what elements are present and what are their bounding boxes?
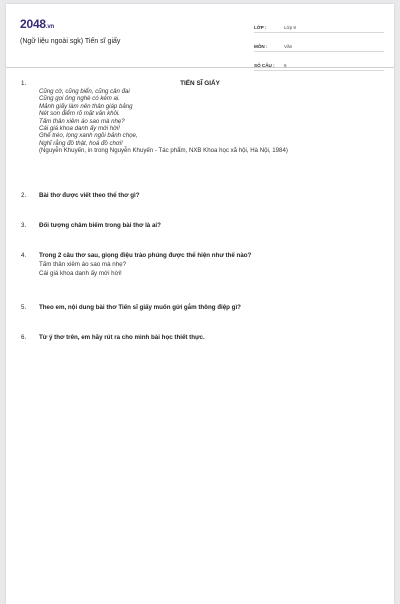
- poem-line: Cũng cờ, cũng biển, cũng cân đai: [39, 88, 130, 95]
- site-logo[interactable]: [20, 17, 54, 31]
- question-text: Theo em, nội dung bài thơ Tiến sĩ giấy muốn gửi gắm thông điệp gì?: [39, 304, 241, 311]
- poem-title: TIẾN SĨ GIẤY: [180, 80, 220, 87]
- question-text: Trong 2 câu thơ sau, giọng điệu trào phúng được thể hiện như thế nào?: [39, 252, 252, 259]
- poem-line: Tấm thân xiêm áo sao mà nhẹ?: [39, 117, 125, 125]
- meta-value: 6: [284, 63, 287, 68]
- poem-source: (Nguyễn Khuyến, in trong Nguyễn Khuyến - Tác phẩm, NXB Khoa học xã hội, Hà Nội, 1984): [39, 147, 288, 155]
- meta-value: Lớp 8: [284, 25, 296, 30]
- worksheet-subtitle: (Ngữ liệu ngoài sgk) Tiến sĩ giấy: [20, 38, 121, 45]
- header-divider: [6, 67, 394, 68]
- question-number: 2.: [21, 192, 27, 199]
- meta-row-class: [254, 17, 384, 33]
- poem-line: Nghĩ rằng đồ thật, hoá đồ chơi!: [39, 139, 123, 147]
- poem-block: [39, 88, 379, 155]
- poem-line: Cái giá khoa danh ấy mới hời!: [39, 125, 120, 133]
- question-text: Bài thơ được viết theo thể thơ gì?: [39, 192, 140, 199]
- question-number: 4.: [21, 252, 27, 259]
- poem-line: Mảnh giấy làm nên thân giáp bảng: [39, 102, 133, 110]
- meta-value: Văn: [284, 44, 293, 49]
- question-number: 6.: [21, 334, 27, 341]
- meta-panel: [254, 17, 384, 74]
- question-quote: Cái giá khoa danh ấy mới hời!: [39, 269, 122, 277]
- worksheet-page: [6, 4, 394, 604]
- question-text: Từ ý thơ trên, em hãy rút ra cho mình bài học thiết thực.: [39, 334, 205, 341]
- question-number: 5.: [21, 304, 27, 311]
- logo-suffix: .vn: [45, 24, 54, 30]
- meta-label: SỐ CÂU :: [254, 63, 275, 68]
- logo-main: 2048: [20, 17, 46, 31]
- poem-line: Nét son điểm rõ mặt văn khôi.: [39, 110, 120, 118]
- meta-row-subject: [254, 36, 384, 52]
- question-text: Đối tượng châm biếm trong bài thơ là ai?: [39, 222, 161, 229]
- poem-line: Ghế tréo, lọng xanh ngồi bảnh chọe,: [39, 132, 138, 140]
- question-number: 1.: [21, 80, 27, 87]
- question-quote: Tấm thân xiêm áo sao mà nhẹ?: [39, 260, 127, 268]
- meta-label: LỚP :: [254, 25, 267, 30]
- meta-label: MÔN :: [254, 44, 268, 49]
- poem-line: Cũng gọi ông nghè có kém ai.: [39, 95, 120, 103]
- meta-row-count: [254, 55, 384, 71]
- question-number: 3.: [21, 222, 27, 229]
